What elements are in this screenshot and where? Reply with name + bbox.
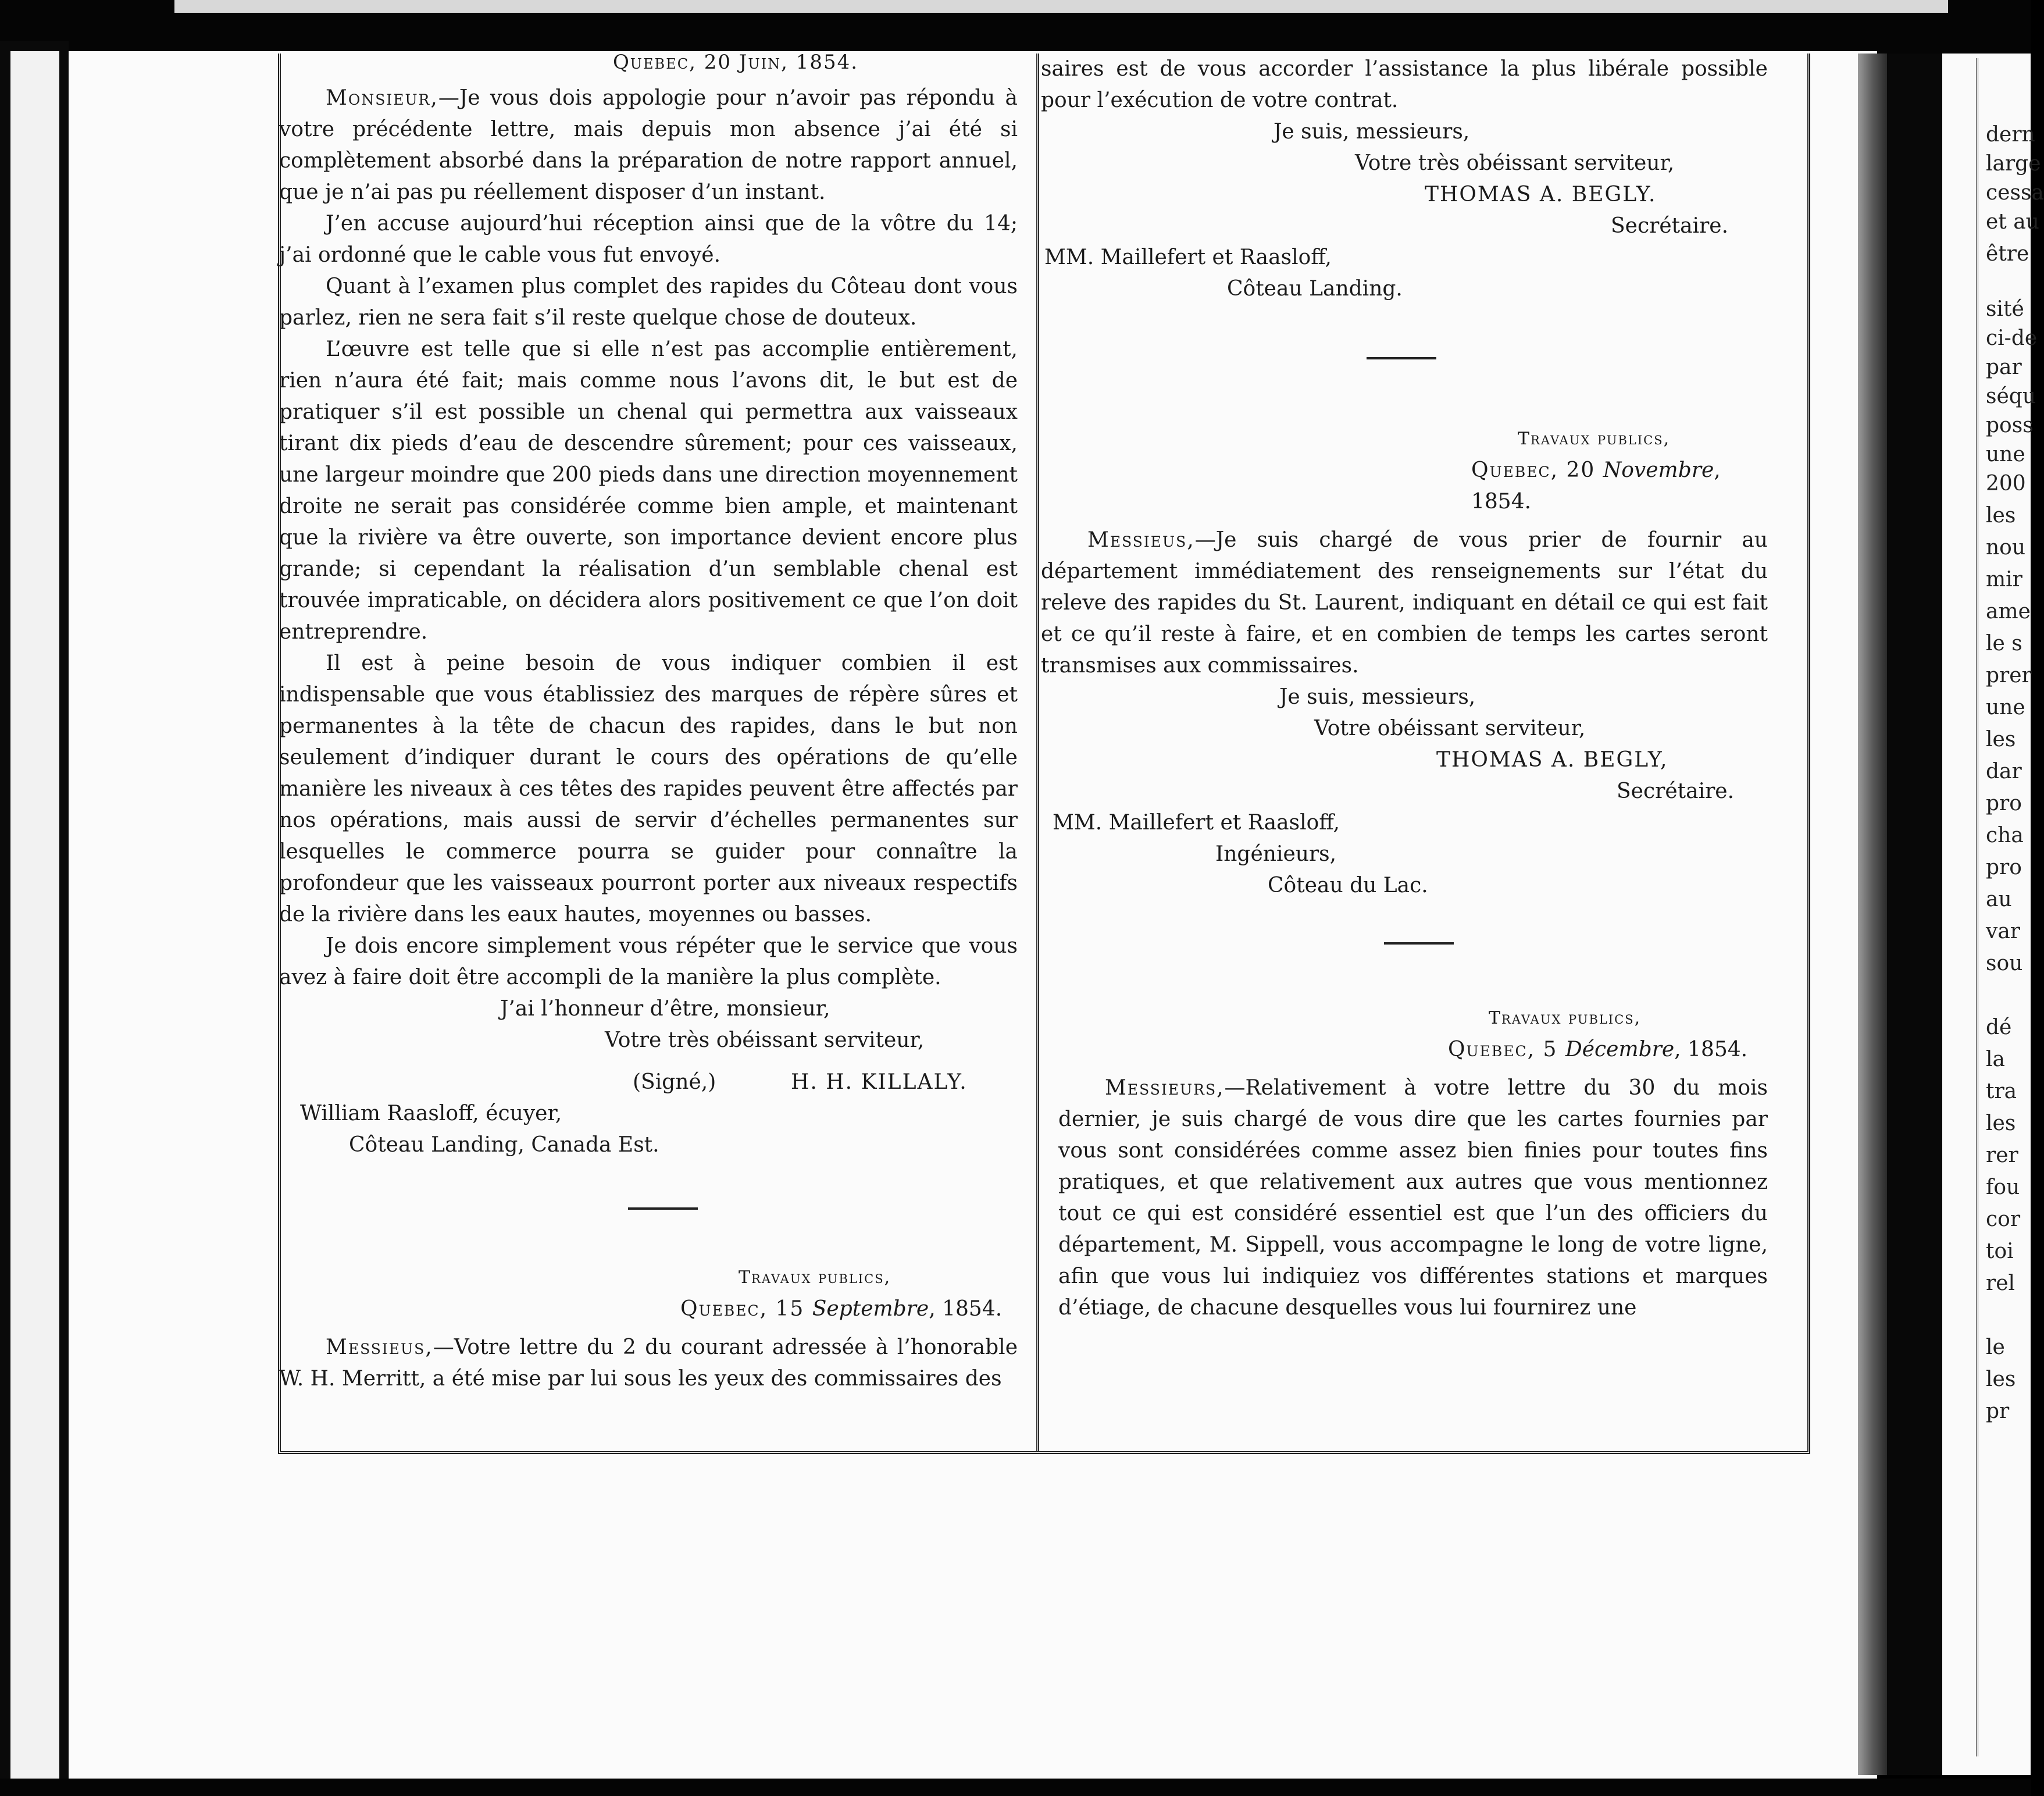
letter3-paragraph-text: —Je suis chargé de vous prier de fournir au département immédiatement des renseignements sur l’état du releve des rapides du St. Laurent, indiquant en détail ce qui est fait et ce qu’il reste à faire, et en combien de temps les cartes seront transmises aux commissaires.: [1041, 528, 1768, 678]
letter1-closing: Votre très obéissant serviteur,: [605, 1028, 925, 1052]
left-column: [279, 47, 1018, 1395]
scan-bottom-border: [0, 1779, 2031, 1796]
letter2-date-year: , 1854.: [929, 1297, 1003, 1321]
letter2-paragraph-text: —Votre lettre du 2 du courant adressée à l’honorable W. H. Merritt, a été mise par lui sous les yeux des commissaires des: [279, 1335, 1018, 1391]
adjacent-page-fragment: nou: [1986, 536, 2026, 560]
letter3-date-month: Novembre: [1603, 458, 1714, 482]
letter1-header: Quebec, 20 Juin, 1854.: [612, 51, 859, 74]
letter3-closing: Votre obéissant serviteur,: [1314, 717, 1586, 740]
letter1-paragraph: Il est à peine besoin de vous indiquer combien il est indispensable que vous établissiez des marques de répère sûres et permanentes à la tête de chacun des rapides, dans le but non seulement d’indiquer durant le cours des opérations de qu’elle manière les niveaux à ces têtes des rapides peuvent être affectés par nos opérations, mais aussi de servir d’échelles permanentes sur lesquelles le commerce pourra se guider pour connaître la profondeur que les vaisseaux pourront porter aux niveaux respectifs de la rivière dans les eaux hautes, moyennes ou basses.: [279, 651, 1018, 926]
adjacent-page-fragment: par: [1986, 355, 2022, 379]
letter2-date-month: Septembre: [812, 1297, 929, 1321]
addressee: Côteau Landing.: [1227, 277, 1403, 301]
adjacent-page-fragment: une: [1986, 443, 2025, 466]
adjacent-page-fragment: large: [1986, 152, 2041, 176]
adjacent-page-fragment: fou: [1986, 1175, 2020, 1199]
adjacent-page-fragment: le s: [1986, 632, 2022, 655]
letter-closing: Je suis, messieurs,: [1274, 120, 1470, 144]
letter-closing: Votre très obéissant serviteur,: [1355, 151, 1675, 175]
letter4-date-year: , 1854.: [1674, 1038, 1748, 1061]
adjacent-page-fragment: pro: [1986, 856, 2022, 879]
adjacent-page-fragment: les: [1986, 504, 2016, 528]
adjacent-page-fragment: être: [1986, 242, 2029, 266]
letter1-closing: J’ai l’honneur d’être, monsieur,: [500, 997, 830, 1021]
adjacent-page-fragment: au: [1986, 888, 2012, 911]
letter4-office: Travaux publics,: [1489, 1008, 1642, 1028]
adjacent-page-fragment: le: [1986, 1335, 2005, 1359]
adjacent-page-fragment: les: [1986, 728, 2016, 751]
signer-name: THOMAS A. BEGLY.: [1425, 183, 1657, 206]
adjacent-page-fragment: les: [1986, 1367, 2016, 1391]
adjacent-page-fragment: sou: [1986, 952, 2023, 975]
letter3-salutation: Messieus,: [1087, 528, 1195, 552]
letter1-addressee: Côteau Landing, Canada Est.: [349, 1133, 659, 1157]
adjacent-page-fragment: rel: [1986, 1271, 2016, 1295]
adjacent-page-fragment: dar: [1986, 760, 2022, 783]
adjacent-page-fragment: 200: [1986, 472, 2026, 496]
letter1-addressee: William Raasloff, écuyer,: [300, 1102, 562, 1125]
letter3-date: [1041, 455, 1768, 518]
adjacent-page-fragment: ci-de: [1986, 326, 2038, 350]
letter3-addressee: MM. Maillefert et Raasloff,: [1053, 811, 1340, 835]
letter1-body: [279, 83, 1018, 993]
letter1-paragraph-text: —Je vous dois appologie pour n’avoir pas répondu à votre précédente lettre, mais depuis mon absence j’ai été si complètement absorbé dans la préparation de notre rapport annuel, que je n’ai pas pu réellement disposer d’un instant.: [279, 86, 1018, 204]
signer-name: H. H. KILLALY.: [791, 1070, 968, 1094]
right-column: [1041, 54, 1768, 1324]
letter2-office: Travaux publics,: [739, 1267, 891, 1288]
letter4-date-place: Quebec, 5: [1448, 1038, 1565, 1061]
letter1-paragraph: Quant à l’examen plus complet des rapides du Côteau dont vous parlez, rien ne sera fait s’il reste quelque chose de douteux.: [279, 275, 1018, 330]
adjacent-page-fragment: cor: [1986, 1207, 2021, 1231]
scan-gap: [1887, 54, 1942, 1775]
adjacent-page-fragment: dé: [1986, 1015, 2012, 1039]
letter2-salutation: Messieus,: [326, 1335, 433, 1359]
letter4-salutation: Messieurs,: [1105, 1076, 1225, 1100]
page-gutter-shadow: [1858, 54, 1887, 1775]
scan-top-strip: [174, 0, 1948, 13]
adjacent-page-fragment: ame: [1986, 600, 2031, 623]
previous-page-edge: [10, 51, 59, 1784]
adjacent-page-fragment: cessa: [1986, 181, 2044, 205]
letter3-paragraph: [1041, 525, 1768, 682]
adjacent-page-fragment: var: [1986, 920, 2021, 943]
letter1-paragraph: J’en accuse aujourd’hui réception ainsi que de la vôtre du 14; j’ai ordonné que le cable vous fut envoyé.: [279, 212, 1018, 267]
next-page-rule: [1976, 58, 1978, 1756]
adjacent-page-fragment: rer: [1986, 1143, 2018, 1167]
adjacent-page-fragment: prer: [1986, 664, 2032, 687]
letter3-addressee: Côteau du Lac.: [1268, 874, 1428, 897]
adjacent-page-fragment: mir: [1986, 568, 2022, 591]
adjacent-page-fragment: dern: [1986, 123, 2035, 147]
adjacent-page-fragment: poss: [1986, 414, 2034, 437]
adjacent-page-fragment: les: [1986, 1111, 2016, 1135]
letter1-paragraph: L’œuvre est telle que si elle n’est pas accomplie entièrement, rien n’aura été fait; mais comme nous l’avons dit, le but est de pratiquer s’il est possible un chenal qui permettra aux vaisseaux tirant dix pieds d’eau de descendre sûrement; pour ces vaisseaux, une largeur moindre que 200 pieds dans une direction moyennement droite ne serait pas considérée comme bien ample, et maintenant que la rivière va être ouverte, son importance devient encore plus grande; si cependant la réalisation d’un semblable chenal est trouvée impraticable, on décidera alors positivement ce que l’on doit entreprendre.: [279, 337, 1018, 644]
adjacent-page-fragment: une: [1986, 696, 2025, 719]
adjacent-page-fragment: tra: [1986, 1079, 2017, 1103]
addressee: MM. Maillefert et Raasloff,: [1044, 245, 1332, 269]
letter4-paragraph: [1058, 1072, 1768, 1324]
column-divider: [1036, 54, 1039, 1451]
continued-paragraph: saires est de vous accorder l’assistance la plus libérale possible pour l’exécution de votre contrat.: [1041, 57, 1768, 112]
letter2-paragraph: [279, 1332, 1018, 1395]
letter3-date-year: , 1854.: [1471, 458, 1721, 514]
letter1-paragraph: Je dois encore simplement vous répéter que le service que vous avez à faire doit être accompli de la manière la plus complète.: [279, 934, 1018, 989]
adjacent-page-fragment: pro: [1986, 792, 2022, 815]
adjacent-page-fragment: et au: [1986, 210, 2039, 234]
adjacent-page-fragment: pr: [1986, 1399, 2010, 1423]
letter1-paragraph: [279, 83, 1018, 208]
letter1-salutation: Monsieur,: [326, 86, 438, 110]
letter1-signature: [279, 1067, 1018, 1098]
letter4-date: [1041, 1034, 1768, 1066]
letter2-date: [279, 1293, 1018, 1325]
letter4-paragraph-text: —Relativement à votre lettre du 30 du mois dernier, je suis chargé de vous dire que les cartes fournies par vous sont considérées comme assez bien finies pour toutes fins pratiques, et que relativement aux autres que vous mentionnez tout ce qui est considéré essentiel est que l’un des officiers du département, M. Sippell, vous accompagne le long de votre ligne, afin que vous lui indiquiez vos différentes stations et marques d’étiage, de chacune desquelles vous lui fournirez une: [1058, 1076, 1768, 1320]
letter3-closing: Je suis, messieurs,: [1279, 685, 1476, 709]
letter3-signer-title: Secrétaire.: [1617, 779, 1735, 803]
adjacent-page-fragment: séqu: [1986, 384, 2036, 408]
adjacent-page-fragment: sité: [1986, 297, 2024, 321]
letter4-date-month: Décembre: [1565, 1038, 1675, 1061]
adjacent-page-fragment: la: [1986, 1047, 2005, 1071]
adjacent-page-fragment: cha: [1986, 824, 2024, 847]
signed-mark: (Signé,): [633, 1070, 716, 1094]
letter2-date-place: Quebec, 15: [680, 1297, 812, 1321]
adjacent-page-fragment: toi: [1986, 1239, 2014, 1263]
letter3-addressee: Ingénieurs,: [1215, 842, 1337, 866]
letter3-date-place: Quebec, 20: [1471, 458, 1603, 482]
letter3-signer: THOMAS A. BEGLY,: [1436, 748, 1668, 772]
signer-title: Secrétaire.: [1611, 214, 1729, 238]
letter3-office: Travaux publics,: [1518, 429, 1671, 449]
